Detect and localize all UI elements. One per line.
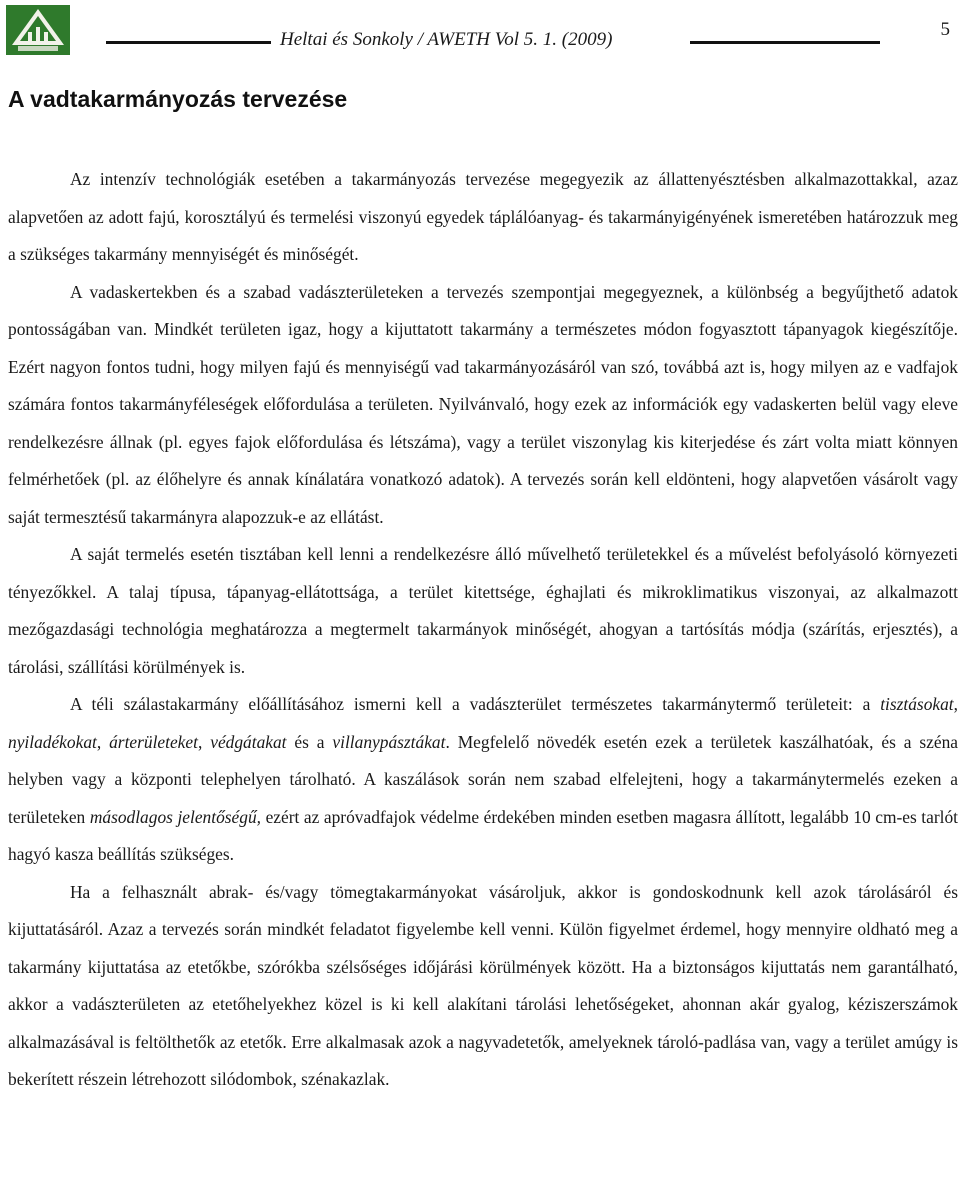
term-nyiladekokat: nyiladékokat [8, 731, 97, 752]
term-villanypasztakat: villanypásztákat [332, 731, 446, 752]
paragraph-3: A saját termelés esetén tisztában kell lenni a rendelkezésre álló művelhető területekkel és a művelést befolyásoló környezeti tényezőkkel. A talaj típusa, tápanyag-ellátottsága, a terület kitettsége, éghajlati és mikroklimatikus viszonyai, az alkalmazott mezőgazdasági technológia meghatározza a megtermelt takarmányok minőségét, ahogyan a tartósítás módja (szárítás, erjesztés), a tárolási, szállítási körülmények is. [8, 544, 958, 677]
paragraph-4 [8, 686, 958, 874]
section-title: A vadtakarmányozás tervezése [8, 86, 348, 112]
term-masodlagos-jelentosegu: másodlagos jelentőségű, [89, 806, 262, 827]
term-vedgatakat: védgátakat [210, 731, 287, 752]
journal-logo-icon [6, 5, 70, 55]
paragraph-4-text: A téli szálastakarmány előállításához ismerni kell a vadászterület természetes takarmánytermő területeit: a [70, 694, 881, 714]
paragraph-4-text: , [953, 694, 958, 714]
paragraph-4-text: . Megfelelő növedék esetén ezek a területek kaszálhatóak, és a széna helyben vagy a központi telephelyen tárolható. A kaszálások során nem szabad elfelejteni, hogy a takarmánytermelés ezeken a területeken [8, 731, 958, 827]
header-rule-right [690, 41, 880, 44]
paragraph-5: Ha a felhasznált abrak- és/vagy tömegtakarmányokat vásároljuk, akkor is gondoskodnunk kell azok tárolásáról és kijuttatásáról. Azaz a tervezés során mindkét feladatot figyelembe kell venni. Külön figyelmet érdemel, hogy mennyire oldható meg a takarmány kijuttatása az etetőkbe, szórókba szélsőséges időjárási körülmények között. Ha a biztonságos kijuttatás nem garantálható, akkor a vadászterületen az etetőhelyekhez közel is ki kell alakítani tárolási lehetőségeket, ahonnan akár gyalog, kéziszerszámok alkalmazásával is feltölthetők az etetők. Erre alkalmasak azok a nagyvadetetők, amelyeknek tároló-padlása van, vagy a terület amúgy is bekerített részein létrehozott silódombok, szénakazlak. [8, 881, 958, 1089]
term-tisztasokat: tisztásokat [880, 694, 954, 714]
paragraph-2: A vadaskertekben és a szabad vadászterületeken a tervezés szempontjai megegyeznek, a különbség a begyűjthető adatok pontosságában van. Mindkét területen igaz, hogy a kijuttatott takarmány a természetes módon fogyasztott tápanyagok kiegészítője. Ezért nagyon fontos tudni, hogy milyen fajú és mennyiségű vad takarmányozásáról van szó, továbbá azt is, hogy milyen az e vadfajok számára fontos takarmányféleségek előfordulása a területen. Nyilvánvaló, hogy ezek az információk egy vadaskerten belül vagy eleve rendelkezésre állnak (pl. egyes fajok előfordulása és létszáma), vagy a terület viszonylag kis kiterjedése és zárt volta miatt könnyen felmérhetőek (pl. az élőhelyre és annak kínálatára vonatkozó adatok). A tervezés során kell eldönteni, hogy alapvetően vásárolt vagy saját termesztésű takarmányra alapozzuk-e az ellátást. [8, 281, 958, 527]
term-arteruleteket: árterületeket [109, 731, 198, 752]
page-header [0, 0, 960, 70]
paragraph-4-text: ezért az apróvadfajok védelme érdekében minden esetben magasra állított, legalább 10 cm-es tarlót hagyó kasza beállítás szükséges. [8, 806, 958, 864]
page-number: 5 [940, 19, 950, 40]
paragraph-4-text: , [96, 731, 110, 752]
paragraph-4-text: és a [286, 731, 333, 752]
paragraph-4-text: , [197, 731, 211, 752]
article-body [8, 161, 958, 1099]
paragraph-1: Az intenzív technológiák esetében a takarmányozás tervezése megegyezik az állattenyésztésben alkalmazottakkal, azaz alapvetően az adott fajú, korosztályú és termelési viszonyú egyedek táplálóanyag- és takarmányigényének ismeretében határozzuk meg a szükséges takarmány mennyiségét és minőségét. [8, 169, 958, 264]
header-rule-left [106, 41, 271, 44]
journal-citation: Heltai és Sonkoly / AWETH Vol 5. 1. (2009) [280, 29, 613, 50]
